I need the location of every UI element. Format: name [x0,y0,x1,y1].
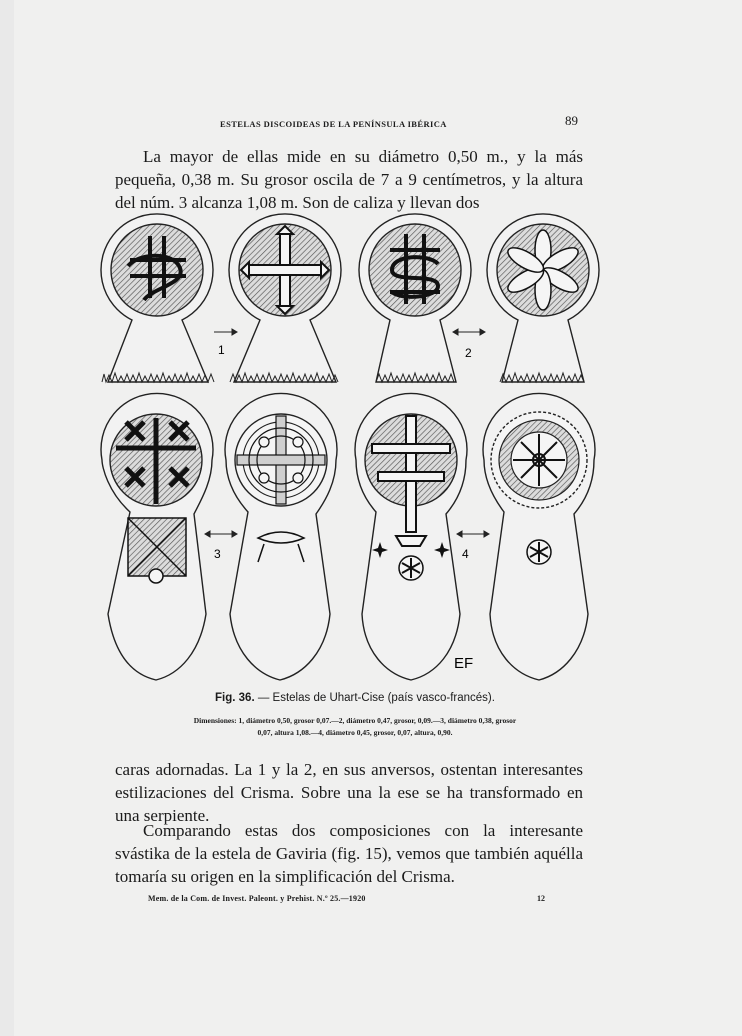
stelae-figure [100,212,600,690]
footer-citation: Mem. de la Com. de Invest. Paleont. y Prehist. N.º 25.—1920 [148,894,366,903]
figure-caption-prefix: Fig. 36. [215,692,255,704]
double-arrow-icon [457,531,489,537]
double-arrow-icon [453,329,485,335]
arrow-right-icon [214,329,237,335]
figure-label-2: 2 [465,346,472,360]
rosette-icon [399,556,423,580]
figure-caption-text: — Estelas de Uhart-Cise (país vasco-francés). [254,692,495,704]
stele-2-front [359,214,471,382]
paragraph-bottom-text: Comparando estas dos composiciones con la interesante svástika de la estela de Gaviria (fig. 15), vemos que también aquélla tomaría su origen en la simplificación del Crisma. [115,821,583,886]
figure-label-4: 4 [462,547,469,561]
dimensions-line-1: Dimensiones: 1, diámetro 0,50, grosor 0,07.—2, diámetro 0,47, grosor, 0,09.—3, diámetro 0,38, grosor [193,716,517,725]
stele-3-front [101,393,213,680]
artist-signature: EF [454,655,474,672]
page-number: 89 [565,113,578,128]
double-arrow-icon [205,531,237,537]
paragraph-middle: caras adornadas. La 1 y la 2, en sus anversos, ostentan interesantes estilizaciones del Crisma. Sobre una la ese se ha transformado en una serpiente. [115,760,583,825]
stele-1-front [101,214,214,382]
stele-4-front [355,393,467,680]
stele-2-back [487,214,599,382]
figure-caption [110,692,600,704]
stele-1-back [229,214,341,382]
figure-label-1: 1 [218,343,225,357]
paragraph-top-text: La mayor de ellas mide en su diámetro 0,50 m., y la más pequeña, 0,38 m. Su grosor oscila de 7 a 9 centímetros, y la altura del núm. 3 alcanza 1,08 m. Son de caliza y llevan dos [115,147,583,212]
figure-label-3: 3 [214,547,221,561]
rosette-icon [527,540,551,564]
footer-signature-mark: 12 [537,894,545,903]
running-title: ESTELAS DISCOIDEAS DE LA PENÍNSULA IBÉRICA [220,119,447,129]
dimensions-line-2: 0,07, altura 1,08.—4, diámetro 0,45, grosor, 0,07, altura, 0,90. [257,728,453,737]
paragraph-bottom [115,819,583,888]
stele-3-back [225,393,337,680]
stele-4-back [483,393,595,680]
paragraph-top [115,145,583,214]
figure-dimensions [110,715,600,739]
